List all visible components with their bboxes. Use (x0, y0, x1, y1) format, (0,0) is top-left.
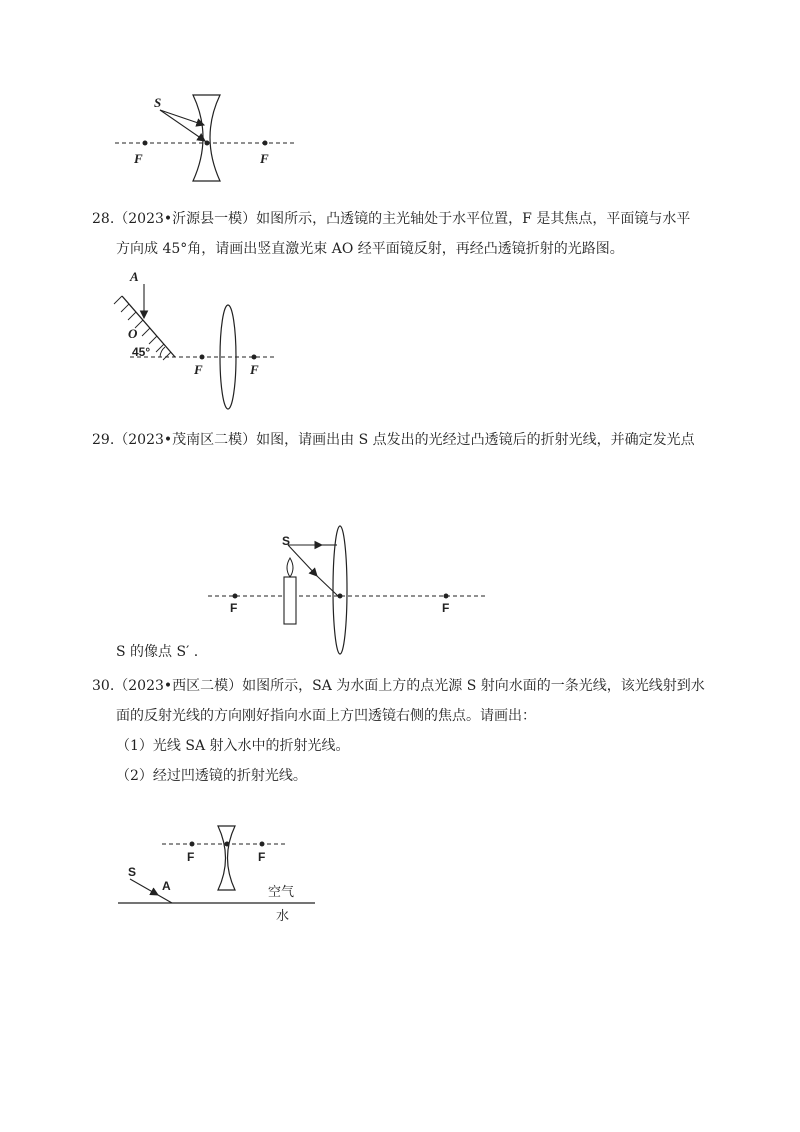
label-f-right: F (250, 362, 259, 377)
focus-right-dot (260, 842, 265, 847)
optical-center-dot (338, 594, 343, 599)
ray-sa (130, 879, 158, 895)
label-a: A (130, 269, 139, 284)
focus-left-dot (200, 355, 205, 360)
figure-27-concave-lens (100, 85, 310, 190)
figure-29-candle-convex-lens (200, 520, 500, 640)
figure-30-water-concave-lens (110, 822, 330, 932)
ray-1 (160, 110, 204, 125)
label-water: 水 (276, 909, 290, 924)
label-f-left: F (194, 362, 203, 377)
question-29-line-2: S 的像点 S′ . (116, 644, 199, 660)
label-f-right: F (442, 601, 450, 615)
label-f-left: F (134, 151, 143, 166)
focus-right-dot (252, 355, 257, 360)
question-28 (92, 204, 732, 264)
candle-flame (287, 558, 293, 577)
label-s: S (154, 95, 162, 110)
question-30-line-1: 30.（2023•西区二模）如图所示，SA 为水面上方的点光源 S 射向水面的一条光线，该光线射到水 (92, 678, 705, 694)
label-angle: 45° (132, 345, 151, 359)
question-29 (92, 425, 732, 455)
label-f-right: F (260, 151, 269, 166)
label-air: 空气 (268, 885, 295, 900)
label-a: A (162, 879, 171, 893)
label-o: O (128, 326, 138, 341)
label-f-left: F (230, 601, 238, 615)
question-28-line-1: 28.（2023•沂源县一模）如图所示，凸透镜的主光轴处于水平位置，F 是其焦点，平面镜与水平 (92, 211, 691, 227)
focus-left-dot (143, 141, 148, 146)
optical-center-dot (205, 141, 210, 146)
label-f-left: F (187, 850, 195, 864)
label-s: S (128, 865, 137, 879)
focus-left-dot (190, 842, 195, 847)
focus-right-dot (444, 594, 449, 599)
angle-arc (160, 347, 165, 357)
label-f-right: F (258, 850, 266, 864)
question-30 (92, 671, 732, 791)
question-29-line-1: 29.（2023•茂南区二模）如图，请画出由 S 点发出的光经过凸透镜后的折射光线，并确定发光点 (92, 432, 695, 448)
focus-left-dot (233, 594, 238, 599)
question-30-line-2: 面的反射光线的方向刚好指向水面上方凹透镜右侧的焦点。请画出： (116, 708, 536, 724)
ray-2 (160, 110, 205, 141)
figure-28-mirror-convex-lens (110, 268, 290, 418)
concave-lens (218, 826, 235, 890)
concave-lens (193, 95, 220, 181)
question-28-line-2: 方向成 45°角，请画出竖直激光束 AO 经平面镜反射，再经凸透镜折射的光路图。 (116, 241, 624, 257)
question-30-item-2: （2）经过凹透镜的折射光线。 (116, 768, 307, 784)
candle-body (284, 577, 296, 624)
question-30-item-1: （1）光线 SA 射入水中的折射光线。 (116, 738, 350, 754)
optical-center-dot (225, 842, 230, 847)
label-s: S (282, 534, 291, 548)
focus-right-dot (263, 141, 268, 146)
